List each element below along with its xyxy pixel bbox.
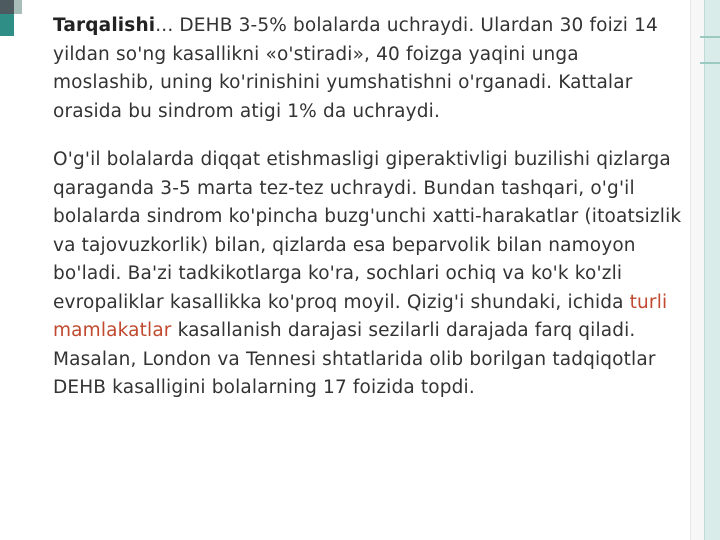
article-body xyxy=(53,12,685,423)
corner-decoration-dark xyxy=(0,0,14,14)
right-accent-strip xyxy=(704,0,720,540)
right-accent-dash xyxy=(700,36,720,38)
right-margin-strip xyxy=(690,0,705,540)
countries-link[interactable]: turli mamlakatlar xyxy=(53,291,668,341)
paragraph-gender-differences xyxy=(53,146,685,403)
corner-decoration-light xyxy=(14,0,22,14)
paragraph-prevalence xyxy=(53,12,685,126)
paragraph-text: O'g'il bolalarda diqqat etishmasligi giperaktivligi buzilishi qizlarga qaraganda 3-5 marta tez-tez uchraydi. Bundan tashqari, o'g'il bolalarda sindrom ko'pincha buzg'unchi xatti-harakatlar (itoatsizlik va tajovuzkorlik) bilan, qizlarda esa beparvolik bilan namoyon bo'ladi. Ba'zi tadkikotlarga ko'ra, sochlari ochiq va ko'k ko'zli evropaliklar kasallikka ko'proq moyil. Qizig'i shundaki, ichida xyxy=(53,149,682,313)
paragraph-lead-term: Tarqalishi xyxy=(53,15,156,36)
paragraph-text: kasallanish darajasi sezilarli darajada farq qiladi. Masalan, London va Tennesi shtatlarida olib borilgan tadqiqotlar DEHB kasalligini bolalarning 17 foizida topdi. xyxy=(53,320,656,398)
right-accent-dash xyxy=(700,62,720,64)
paragraph-text: ... DEHB 3-5% bolalarda uchraydi. Ulardan 30 foizi 14 yildan so'ng kasallikni «o'stiradi», 40 foizga yaqini unga moslashib, uning ko'rinishini yumshatishni o'rganadi. Kattalar orasida bu sindrom atigi 1% da uchraydi. xyxy=(53,15,658,122)
corner-decoration-teal xyxy=(0,14,14,36)
